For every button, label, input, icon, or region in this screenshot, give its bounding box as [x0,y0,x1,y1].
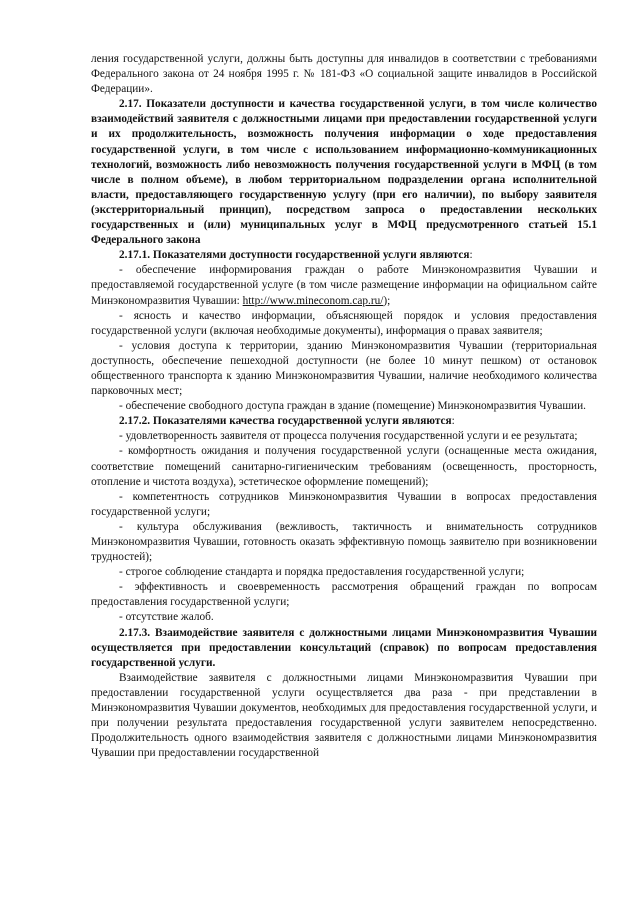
quality-item-7: - отсутствие жалоб. [119,611,214,624]
document-page [91,52,597,761]
heading-2-17-1 [91,248,597,263]
ministry-website-link[interactable]: http://www.mineconom.cap.ru/ [242,294,384,307]
heading-2-17-2-number: 2.17.2. [119,415,151,428]
heading-2-17-1-text: Показателями доступности государственной услуги являются [152,249,470,262]
quality-item-1: - удовлетворенность заявителя от процесса получения государственной услуги и ее результата; [119,430,578,443]
heading-2-17-2-colon: : [451,415,455,428]
accessibility-item-2: - ясность и качество информации, объясняющей порядок и условия предоставления государственной услуги (включая необходимые документы), информация о правах заявителя; [91,309,597,337]
quality-item-4: - культура обслуживания (вежливость, тактичность и внимательность сотрудников Минэкономразвития Чувашии, готовность оказать эффективную помощь заявителю при возникновении трудностей); [91,520,597,564]
paragraph-intro: ления государственной услуги, должны быть доступны для инвалидов в соответствии с требованиями Федерального закона от 24 ноября 1995 г. № 181-ФЗ «О социальной защите инвалидов в Российской Федерации». [91,53,597,96]
heading-2-17-3: 2.17.3. Взаимодействие заявителя с должностными лицами Минэкономразвития Чувашии осуществляется при предоставлении консультаций (справок) по вопросам предоставления государственной услуги. [91,626,597,669]
quality-item-2: - комфортность ожидания и получения государственной услуги (оснащенные места ожидания, соответствие помещений санитарно-гигиеническим требованиям (освещенность, просторность, отопление и чистота воздуха), эстетическое оформление помещений); [91,445,597,488]
paragraph-final: Взаимодействие заявителя с должностными лицами Минэкономразвития Чувашии при предоставлении государственной услуги осуществляется два раза - при представлении в Минэкономразвития Чувашии документов, необходимых для предоставления государственной услуги, и при получении результата предоставления государственной услуги заявителем непосредственно. Продолжительность одного взаимодействия заявителя с должностными лицами Минэкономразвития Чувашии при предоставлении государственной [91,671,597,760]
heading-2-17: 2.17. Показатели доступности и качества государственной услуги, в том числе количество взаимодействий заявителя с должностными лицами при предоставлении государственной услуги и их продолжительность, возможность получения информации о ходе предоставления государственной услуги, в том числе с использованием информационно-коммуникационных технологий, возможность либо невозможность получения государственной услуги в МФЦ (в том числе в полном объеме), в любом территориальном подразделении органа исполнительной власти, предоставляющего государственную услугу (при его наличии), по выбору заявителя (экстерриториальный принцип), посредством запроса о предоставлении нескольких государственных и (или) муниципальных услуг в МФЦ предусмотренного статьей 15.1 Федерального закона [91,98,597,247]
heading-2-17-1-colon: : [469,249,473,262]
quality-item-3: - компетентность сотрудников Минэкономразвития Чувашии в вопросах предоставления государственной услуги; [91,490,597,518]
quality-item-6: - эффективность и своевременность рассмотрения обращений граждан по вопросам предоставления государственной услуги; [91,581,597,609]
accessibility-item-1-text: - обеспечение информирования граждан о работе Минэкономразвития Чувашии и предоставляемой государственной услуге (в том числе размещение информации на официальном сайте Минэкономразвития Чувашии: [91,264,597,307]
accessibility-item-3: - условия доступа к территории, зданию Минэкономразвития Чувашии (территориальная доступность, обеспечение пешеходной доступности (не более 10 минут пешком) от остановок общественного транспорта к зданию Минэкономразвития Чувашии, наличие необходимого количества парковочных мест; [91,339,597,398]
heading-2-17-2 [91,414,597,429]
heading-2-17-1-number: 2.17.1. [119,249,151,262]
accessibility-item-4: - обеспечение свободного доступа граждан в здание (помещение) Минэкономразвития Чувашии. [119,400,586,413]
accessibility-item-1-end: ); [383,294,391,307]
quality-item-5: - строгое соблюдение стандарта и порядка предоставления государственной услуги; [119,566,525,579]
heading-2-17-2-text: Показателями качества государственной услуги являются [152,415,452,428]
accessibility-item-1 [91,263,597,308]
